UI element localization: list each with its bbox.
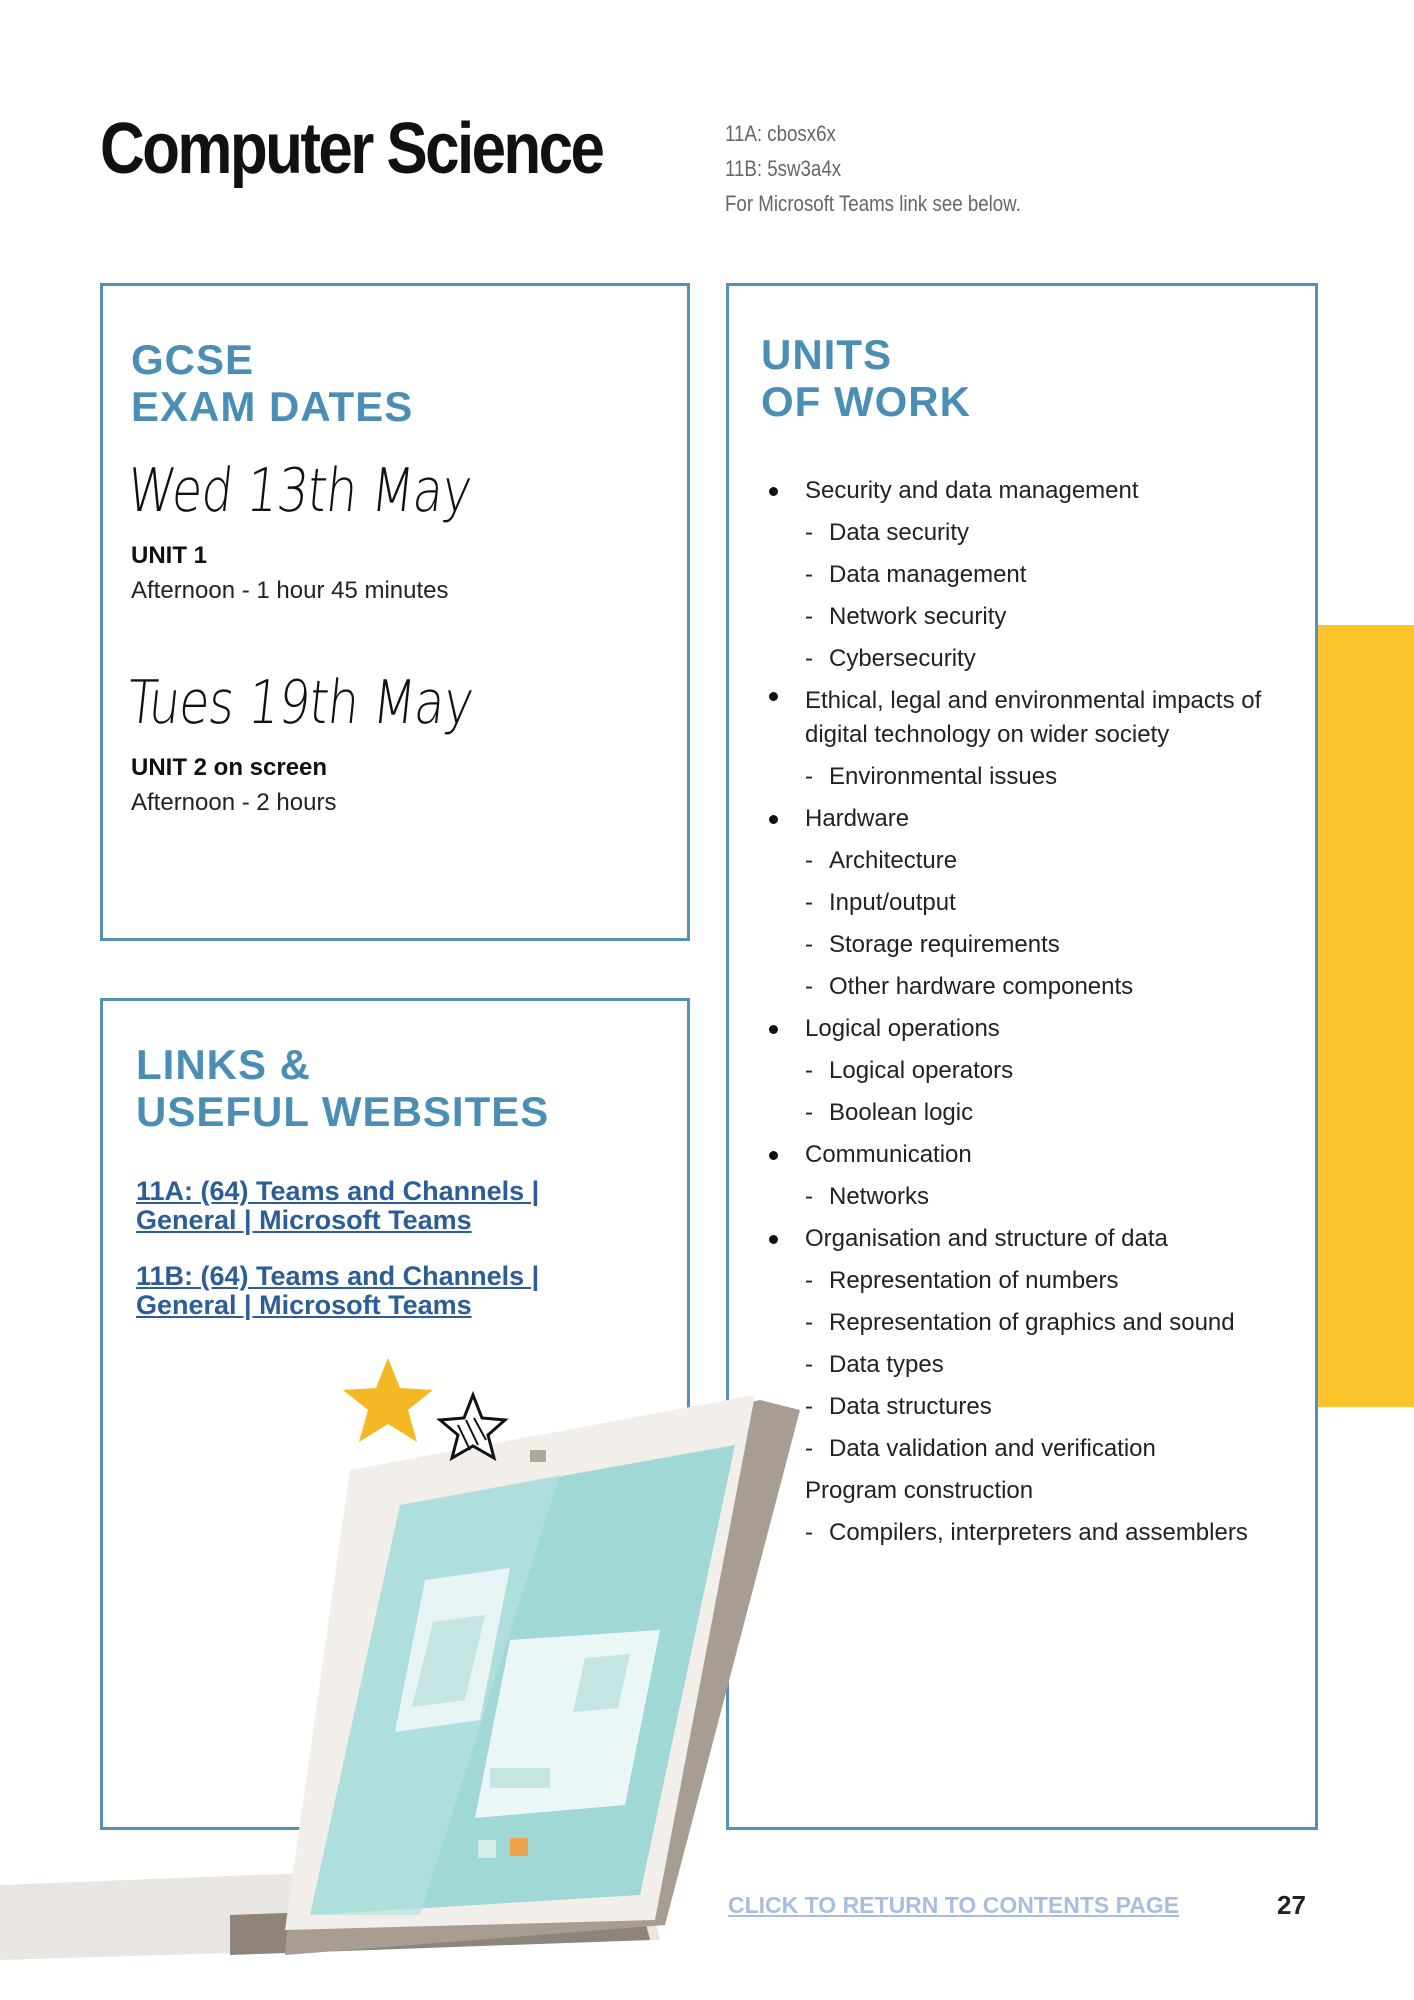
- dash-icon: -: [805, 645, 813, 672]
- class-code-11b: 11B: 5sw3a4x: [725, 156, 842, 181]
- class-code-11a: 11A: cbosx6x: [725, 121, 836, 146]
- unit-subtopic: - Boolean logic: [789, 1092, 1309, 1134]
- yellow-side-tab: [1318, 625, 1414, 1407]
- bullet-icon: [769, 1025, 778, 1034]
- bullet-icon: [769, 815, 778, 824]
- units-heading: UNITS OF WORK: [761, 331, 971, 425]
- exam-date-1: Wed 13th May: [123, 456, 475, 526]
- unit-subtopic: - Architecture: [789, 840, 1309, 882]
- unit-subtopic: - Logical operators: [789, 1050, 1309, 1092]
- unit-topic: Hardware: [789, 798, 1309, 840]
- exam-unit-1: UNIT 1: [131, 542, 208, 569]
- unit-topic: Ethical, legal and environmental impacts of digital technology on wider society: [789, 680, 1309, 756]
- teams-link-11b[interactable]: 11B: (64) Teams and Channels | General | Microsoft Teams: [136, 1261, 540, 1320]
- laptop-illustration: [0, 1340, 820, 2000]
- unit-topic: Program construction: [805, 1477, 1034, 1504]
- return-to-contents-link[interactable]: CLICK TO RETURN TO CONTENTS PAGE: [728, 1892, 1180, 1918]
- exam-detail-1: Afternoon - 1 hour 45 minutes: [131, 577, 449, 604]
- dash-icon: -: [805, 889, 813, 916]
- dash-icon: -: [805, 1309, 813, 1336]
- unit-subtopic: - Networks: [789, 1176, 1309, 1218]
- dash-icon: -: [805, 763, 813, 790]
- unit-subtopic: - Other hardware components: [789, 966, 1309, 1008]
- camera-icon: [530, 1450, 546, 1462]
- links-heading: LINKS & USEFUL WEBSITES: [136, 1041, 550, 1135]
- exam-detail-2: Afternoon - 2 hours: [131, 789, 337, 816]
- exam-dates-heading: GCSE EXAM DATES: [131, 336, 414, 430]
- exam-dates-box: [100, 283, 690, 941]
- unit-subtopic: - Compilers, interpreters and assemblers: [789, 1512, 1309, 1554]
- dash-icon: -: [805, 931, 813, 958]
- dash-icon: -: [805, 1267, 813, 1294]
- page-number: 27: [1277, 1890, 1306, 1920]
- bullet-icon: [769, 1235, 778, 1244]
- unit-subtopic: - Cybersecurity: [789, 638, 1309, 680]
- unit-subtopic: - Data management: [789, 554, 1309, 596]
- exam-date-2: Tues 19th May: [123, 668, 477, 738]
- dash-icon: -: [805, 1099, 813, 1126]
- page-title: Computer Science: [100, 109, 603, 189]
- dash-icon: -: [805, 561, 813, 588]
- units-list: [789, 470, 1309, 1554]
- unit-subtopic: - Input/output: [789, 882, 1309, 924]
- bullet-icon: [769, 487, 778, 496]
- dash-icon: -: [805, 1183, 813, 1210]
- unit-subtopic: - Representation of numbers: [789, 1260, 1309, 1302]
- bullet-icon: [769, 1151, 778, 1160]
- teams-link-11a[interactable]: 11A: (64) Teams and Channels | General | Microsoft Teams: [136, 1176, 540, 1235]
- unit-subtopic: - Storage requirements: [789, 924, 1309, 966]
- yellow-star-icon: [343, 1358, 433, 1442]
- unit-subtopic: - Data structures: [789, 1386, 1309, 1428]
- unit-subtopic: - Representation of graphics and sound: [789, 1302, 1309, 1344]
- orange-square-icon: [510, 1838, 528, 1856]
- unit-subtopic: - Environmental issues: [789, 756, 1309, 798]
- dash-icon: -: [805, 1435, 813, 1462]
- dash-icon: -: [805, 1057, 813, 1084]
- dash-icon: -: [805, 1351, 813, 1378]
- unit-topic: Organisation and structure of data: [789, 1218, 1309, 1260]
- unit-topic: Logical operations: [789, 1008, 1309, 1050]
- exam-unit-2: UNIT 2 on screen: [131, 754, 328, 781]
- dash-icon: -: [805, 603, 813, 630]
- unit-subtopic: - Network security: [789, 596, 1309, 638]
- unit-topic: Communication: [789, 1134, 1309, 1176]
- unit-topic: Security and data management: [789, 470, 1309, 512]
- dash-icon: -: [805, 519, 813, 546]
- dash-icon: -: [805, 847, 813, 874]
- bullet-icon: [769, 692, 778, 701]
- unit-subtopic: - Data validation and verification: [789, 1428, 1309, 1470]
- dash-icon: -: [805, 973, 813, 1000]
- class-codes: [725, 116, 1021, 221]
- unit-subtopic: - Data security: [789, 512, 1309, 554]
- unit-subtopic: - Data types: [789, 1344, 1309, 1386]
- teams-note: For Microsoft Teams link see below.: [725, 191, 1021, 216]
- dash-icon: -: [805, 1393, 813, 1420]
- dash-icon: -: [805, 1519, 813, 1546]
